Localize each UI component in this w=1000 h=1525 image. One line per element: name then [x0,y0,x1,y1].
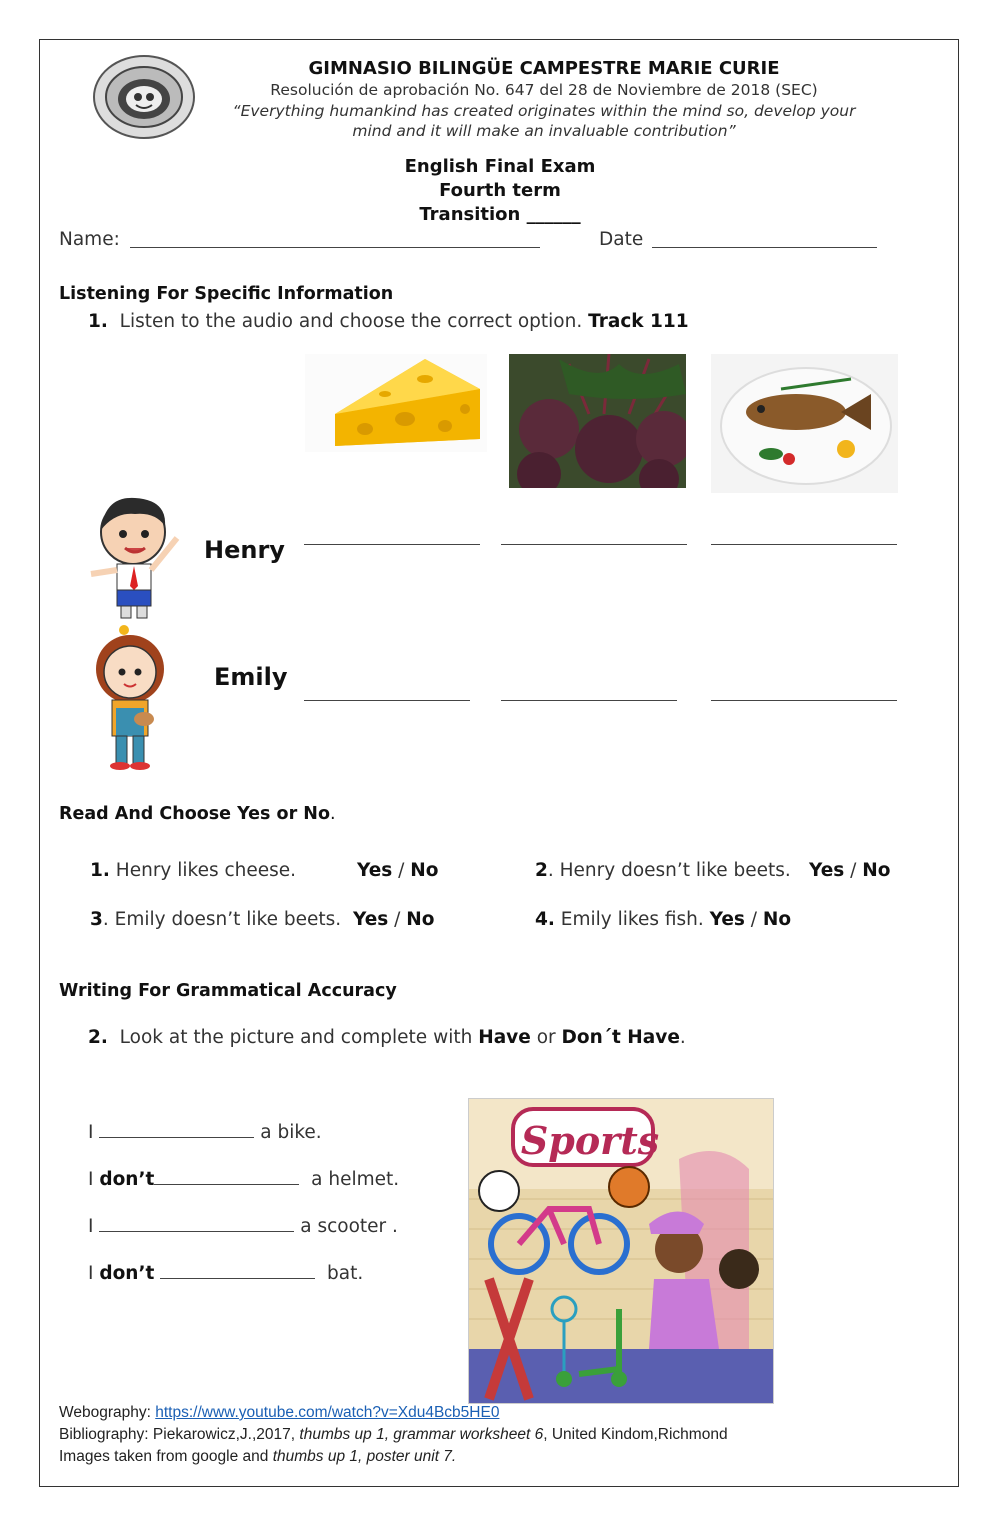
item-text: . Emily doesn’t like beets. [102,909,342,930]
option-separator: / [394,909,401,930]
reading-item-2-options [809,860,890,881]
name-field-line[interactable] [130,247,540,248]
exam-title: English Final Exam [404,156,596,177]
option-separator: / [398,860,405,881]
sentence-start: I [88,1169,94,1190]
item-text: Emily likes fish. [560,909,704,930]
motto-line-1: “Everything humankind has created originates within the mind so, develop your [232,102,856,120]
henry-answer-line-1[interactable] [304,544,480,545]
track-label: Track 111 [588,311,689,332]
yes-option[interactable]: Yes [353,909,389,930]
name-label: Name: [59,229,120,250]
emily-picture [90,624,176,772]
poster-title: Sports [520,1118,660,1163]
item-number: 1. [90,860,110,881]
yes-option[interactable]: Yes [357,860,393,881]
date-field-line[interactable] [652,247,877,248]
reading-heading [59,804,336,824]
bibliography-title: thumbs up 1, grammar worksheet 6 [299,1426,544,1443]
item-number: 2 [535,860,548,881]
sentence-end: a scooter . [300,1216,398,1237]
motto-line-2: mind and it will make an invaluable contribution” [352,122,736,140]
instruction-dot: . [679,1027,686,1048]
henry-label: Henry [204,536,285,564]
reading-item-4 [535,909,791,930]
item-text: Henry likes cheese. [115,860,297,881]
question-number: 1. [88,311,108,332]
no-option[interactable]: No [406,909,435,930]
item-number: 4. [535,909,555,930]
option-separator: / [850,860,857,881]
blank-line[interactable] [160,1261,315,1279]
sentence-2 [88,1167,399,1190]
school-motto [218,101,870,141]
sentence-end: bat. [327,1263,364,1284]
beets-image [509,354,686,488]
reading-item-3 [90,909,341,930]
question-number: 2. [88,1027,108,1048]
webography [59,1404,499,1422]
or-word: or [536,1027,556,1048]
exam-term: Fourth term [439,180,561,201]
reading-heading-dot: . [329,804,336,824]
sentence-start: I [88,1263,94,1284]
henry-answer-line-3[interactable] [711,544,897,545]
emily-answer-line-2[interactable] [501,700,677,701]
sentence-bold: don’t [99,1169,155,1190]
reading-heading-text: Read And Choose Yes or No [59,804,330,824]
sentence-3 [88,1214,398,1237]
have-word: Have [478,1027,531,1048]
sentence-start: I [88,1122,94,1143]
yes-option[interactable]: Yes [809,860,845,881]
bibliography-publisher: , United Kindom,Richmond [543,1426,728,1443]
no-option[interactable]: No [862,860,891,881]
sentence-end: a helmet. [311,1169,400,1190]
henry-picture [85,494,183,624]
webography-label: Webography: [59,1404,151,1421]
sentence-bold: don’t [99,1263,155,1284]
sentence-end: a bike. [260,1122,322,1143]
webography-link[interactable]: https://www.youtube.com/watch?v=Xdu4Bcb5HE0 [155,1404,500,1421]
writing-instruction [88,1027,686,1048]
no-option[interactable]: No [410,860,439,881]
item-number: 3 [90,909,103,930]
reading-item-1-options [357,860,438,881]
no-option[interactable]: No [762,909,792,930]
sentence-4 [88,1261,363,1284]
bibliography [59,1426,728,1444]
blank-line[interactable] [154,1167,299,1185]
sentence-start: I [88,1216,94,1237]
instruction-text: Look at the picture and complete with [119,1027,473,1048]
cheese-image [305,354,487,452]
option-separator: / [750,909,758,930]
henry-answer-line-2[interactable] [501,544,687,545]
exam-grade: Transition ______ [419,204,581,225]
yes-option[interactable]: Yes [709,909,745,930]
bibliography-text: Bibliography: Piekarowicz,J.,2017, [59,1426,296,1443]
fish-image [711,354,898,493]
listening-instruction [88,311,689,332]
writing-heading: Writing For Grammatical Accuracy [59,981,397,1001]
reading-item-3-options [353,909,434,930]
reading-item-1 [90,860,296,881]
dont-have-word: Don´t Have [561,1027,680,1048]
emily-answer-line-1[interactable] [304,700,470,701]
image-credits [59,1448,456,1466]
school-name: GIMNASIO BILINGÜE CAMPESTRE MARIE CURIE [308,58,780,79]
blank-line[interactable] [99,1214,294,1232]
emily-answer-line-3[interactable] [711,700,897,701]
school-logo [92,55,196,140]
listening-heading: Listening For Specific Information [59,284,394,304]
sentence-1 [88,1120,322,1143]
resolution-text: Resolución de aprobación No. 647 del 28 de Noviembre de 2018 (SEC) [270,81,818,99]
item-text: . Henry doesn’t like beets. [547,860,791,881]
image-credits-source: thumbs up 1, poster unit 7. [272,1448,457,1465]
date-label: Date [599,229,644,250]
emily-label: Emily [214,663,288,691]
reading-item-2 [535,860,791,881]
blank-line[interactable] [99,1120,254,1138]
image-credits-text: Images taken from google and [59,1448,269,1465]
instruction-text: Listen to the audio and choose the correct option. [119,311,583,332]
